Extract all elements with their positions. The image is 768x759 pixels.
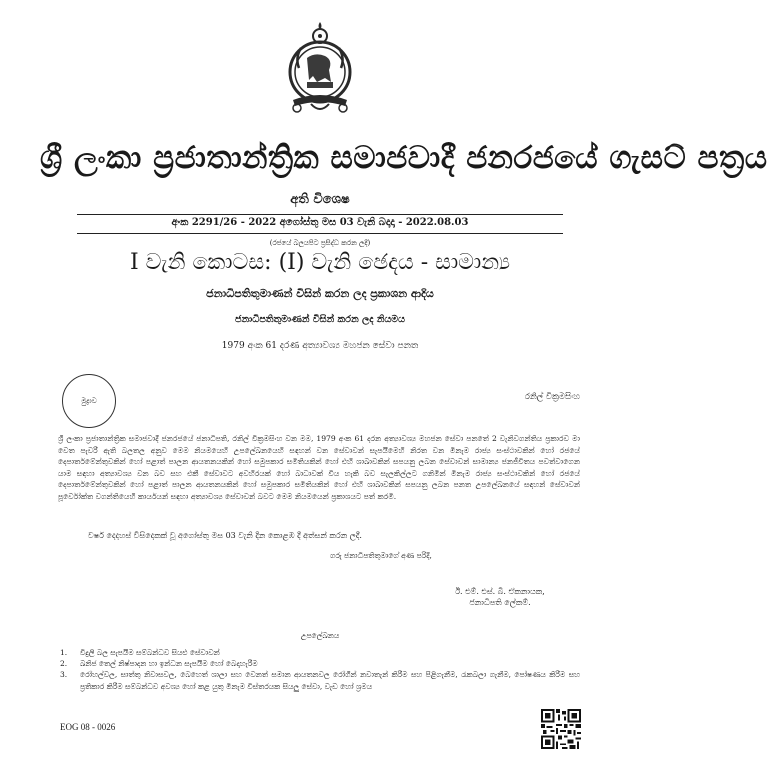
secretary-signature-block: [420, 586, 580, 608]
schedule-title: උපලේඛනය: [300, 631, 340, 640]
qr-code-icon: [541, 709, 581, 749]
act-title: 1979 අංක 61 දරණ අත්‍යාවශ්‍ය මහජන සේවා පනත: [221, 341, 419, 351]
list-item: [60, 669, 580, 691]
command-line: ගරු ජනාධිපතිතුමාගේ අණ පරිදි,: [330, 551, 432, 560]
order-body: ශ්‍රී ලංකා ප්‍රජාතාන්ත්‍රික සමාජවාදී ජනරජයේ ජනාධිපති, රනිල් වික්‍රමසිංහ වන මම, 1979 අංක 61 දරන අත්‍යාවශ්‍ය මහජන සේවා පනතේ 2 වැනිවගන්තිය ප්‍රකාරව මා වෙත පැවරී ඇති බලතල අනුව මෙම නියමයෙහි උපලේඛනයෙහි සඳහන් වන සේවාවන් සැපයීමෙහි නිරත වන මිනැම රාජ්‍ය සංස්ථාවකින් හෝ රජයේ දෙපාර්තමේන්තුවකින් හෝ පළාත් පාලන ආයතනයකින් හෝ සමුපකාර සමිතියකින් හෝ එහි ශාඛාවකින් සපයනු ලබන සේවාවන් සාමාන්‍ය ජනජීවිතය පවත්වාගෙන යාම සඳහා අත්‍යාවශ්‍ය වන බව සහ එකී සේවාවට අවහිරයක් හෝ බාධාවක් විය හැකි බව සැලකිල්ලට ගනිමින් මිනැම රාජ්‍ය සංස්ථාවකින් හෝ රජයේ දෙපාර්තමේන්තුවකින් හෝ පළාත් පාලන ආයතනයකින් හෝ සමුපකාර සමිතියකින් හෝ එහි ශාඛාවකින් සපයනු ලබන පනත උපලේඛනයේ සඳහන් සේවාවන් පූර්වෝක්ත වගන්තියෙහි කාර්යයන් සඳහා අත්‍යාවශ්‍ය සේවාවන් බවට මෙම නියමයෙන් ප්‍රකාශයට පත් කරමි.: [58, 434, 580, 501]
seal-label: මුද්‍රාව: [81, 396, 97, 405]
divider-top: [77, 214, 563, 215]
item-text: රෝහල්වල, සාත්තු නිවාසවල, බෙහෙත් ශාලා සහ වෙනත් සමාන ආයතනවල රෝගීන් නවාතැන් කිරීම සහ පිළිගැනීම, රැකබලා ගැනීම, පෝෂණය කිරීම සහ ප්‍රතිකාර කිරීම සම්බන්ධව අවශ්‍ය හෝ කළ යුතු මිනැම විස්තරයක සියලු සේවා, වැඩ හෝ ශ්‍රමය: [80, 670, 580, 691]
secretary-name: ඊ. එම්. එස්. බී. ඒකනායක,: [455, 587, 545, 596]
item-number: 2.: [60, 659, 68, 669]
order-subtitle: ජනාධිපතිතුමාණන් විසින් කරන ලද නියමය: [235, 314, 405, 325]
gazette-masthead: ශ්‍රී ලංකා ප්‍රජාතාන්ත්‍රික සමාජවාදී ජනරජයේ ගැසට් පත්‍රය: [40, 140, 768, 176]
list-item: [60, 658, 580, 669]
president-name: රනිල් වික්‍රමසිංහ: [524, 392, 580, 402]
item-number: 3.: [60, 670, 68, 680]
item-text: ඛනිජ තෙල් නිෂ්පාදන හා ඉන්ධන සැපයීම හෝ බෙදාහැරීම: [80, 659, 258, 669]
priority-note: (රජයේ බලයපිට ප්‍රසිද්ධ කරන ලදී): [269, 239, 371, 247]
section-subtitle: ජනාධිපතිතුමාණන් විසින් කරන ලද ප්‍රකාශන ආදිය: [206, 287, 434, 300]
item-text: විදුලි බල සැපයීම සම්බන්ධව සියළු සේවාවන්: [80, 648, 220, 657]
signing-statement: වර්ෂ දෙදහස් විසිදෙකක් වූ අගෝස්තු මස 03 වැනි දින කොළඹ දී අත්සන් කරන ලදී.: [88, 531, 362, 540]
divider-bottom: [77, 233, 563, 234]
schedule-list: [60, 647, 580, 692]
extraordinary-label: අති විශෙෂ: [290, 192, 350, 207]
national-emblem-icon: [287, 20, 353, 116]
issue-line: අංක 2291/26 - 2022 අගෝස්තු මස 03 වැනි බදාදා - 2022.08.03: [171, 217, 469, 228]
secretary-title: ජනාධිපති ලේකම්.: [469, 598, 531, 607]
item-number: 1.: [60, 648, 68, 657]
list-item: [60, 647, 580, 658]
document-code: EOG 08 - 0026: [60, 722, 116, 732]
seal-stamp: [62, 374, 116, 428]
part-title: I වැනි කොටස: (I) වැනි ඡෙදය - සාමාන්‍ය: [129, 250, 511, 275]
